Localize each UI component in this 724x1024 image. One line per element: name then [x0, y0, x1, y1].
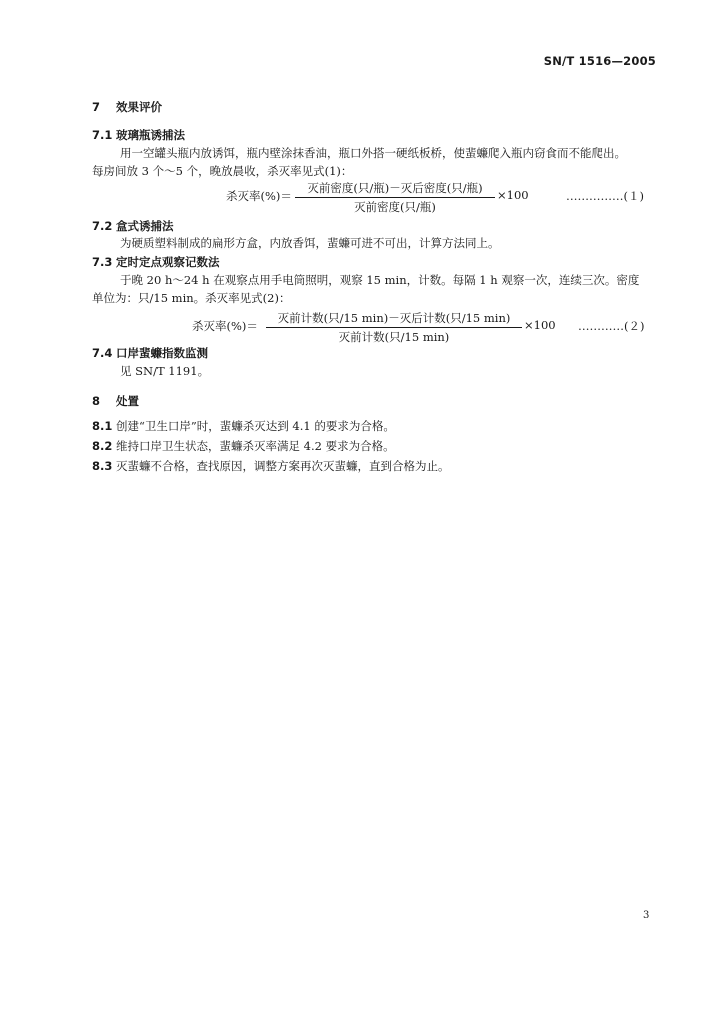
- formula-denominator: 灭前密度(只/瓶): [354, 200, 436, 214]
- subsection-7-1-heading: [92, 127, 185, 143]
- subsection-number: 7.2: [92, 219, 113, 233]
- subsection-number: 7.1: [92, 128, 113, 142]
- clause-8-2: [92, 438, 395, 455]
- formula-fraction: [295, 180, 495, 215]
- subsection-title: 定时定点观察记数法: [116, 255, 220, 269]
- clause-number: 8.1: [92, 419, 113, 433]
- subsection-title: 玻璃瓶诱捕法: [116, 128, 185, 142]
- subsection-number: 7.3: [92, 255, 113, 269]
- formula-lhs: 杀灭率(%)＝: [192, 319, 258, 333]
- section-7-heading: [92, 99, 162, 115]
- section-number: 8: [92, 394, 101, 408]
- clause-number: 8.3: [92, 459, 113, 473]
- subsection-7-3-heading: [92, 254, 220, 270]
- section-8-heading: [92, 393, 139, 409]
- clause-text: 维持口岸卫生状态，蜚蠊杀灭率满足 4.2 要求为合格。: [116, 439, 395, 453]
- formula-label: ……………(１): [566, 189, 644, 203]
- page-number: 3: [643, 910, 650, 921]
- clause-8-1: [92, 418, 395, 435]
- paragraph-line: 于晚 20 h～24 h 在观察点用手电筒照明，观察 15 min，计数。每隔 1 h 观察一次，连续三次。密度: [120, 273, 640, 287]
- formula-denominator: 灭前计数(只/15 min): [338, 330, 450, 344]
- clause-8-3: [92, 458, 450, 475]
- formula-multiplier: ×100: [497, 188, 529, 202]
- clause-number: 8.2: [92, 439, 113, 453]
- formula-multiplier: ×100: [524, 318, 556, 332]
- paragraph-line: 单位为：只/15 min。杀灭率见式(2)：: [92, 291, 291, 305]
- paragraph-line: 为硬质塑料制成的扁形方盒，内放香饵，蜚蠊可进不可出，计算方法同上。: [120, 236, 500, 250]
- formula-lhs: 杀灭率(%)＝: [226, 189, 292, 203]
- clause-text: 灭蜚蠊不合格，查找原因，调整方案再次灭蜚蠊，直到合格为止。: [116, 459, 450, 473]
- section-title: 效果评价: [116, 100, 162, 114]
- section-title: 处置: [116, 394, 139, 408]
- paragraph-line: 用一空罐头瓶内放诱饵，瓶内壁涂抹香油，瓶口外搭一硬纸板桥，使蜚蠊爬入瓶内窃食而不能爬出。: [120, 146, 626, 160]
- subsection-7-4-heading: [92, 345, 208, 361]
- paragraph-line: 每房间放 3 个～5 个，晚放晨收，杀灭率见式(1)：: [92, 164, 353, 178]
- formula-numerator: 灭前密度(只/瓶)－灭后密度(只/瓶): [295, 180, 495, 198]
- section-number: 7: [92, 100, 101, 114]
- subsection-7-2-heading: [92, 218, 174, 234]
- formula-numerator: 灭前计数(只/15 min)－灭后计数(只/15 min): [266, 310, 522, 328]
- formula-label: …………(２): [578, 319, 645, 333]
- subsection-title: 口岸蜚蠊指数监测: [116, 346, 208, 360]
- subsection-number: 7.4: [92, 346, 113, 360]
- clause-text: 创建“卫生口岸”时，蜚蠊杀灭达到 4.1 的要求为合格。: [116, 419, 395, 433]
- paragraph-line: 见 SN/T 1191。: [120, 364, 210, 378]
- document-id-header: SN/T 1516—2005: [543, 54, 656, 68]
- formula-fraction: [266, 310, 522, 345]
- subsection-title: 盒式诱捕法: [116, 219, 174, 233]
